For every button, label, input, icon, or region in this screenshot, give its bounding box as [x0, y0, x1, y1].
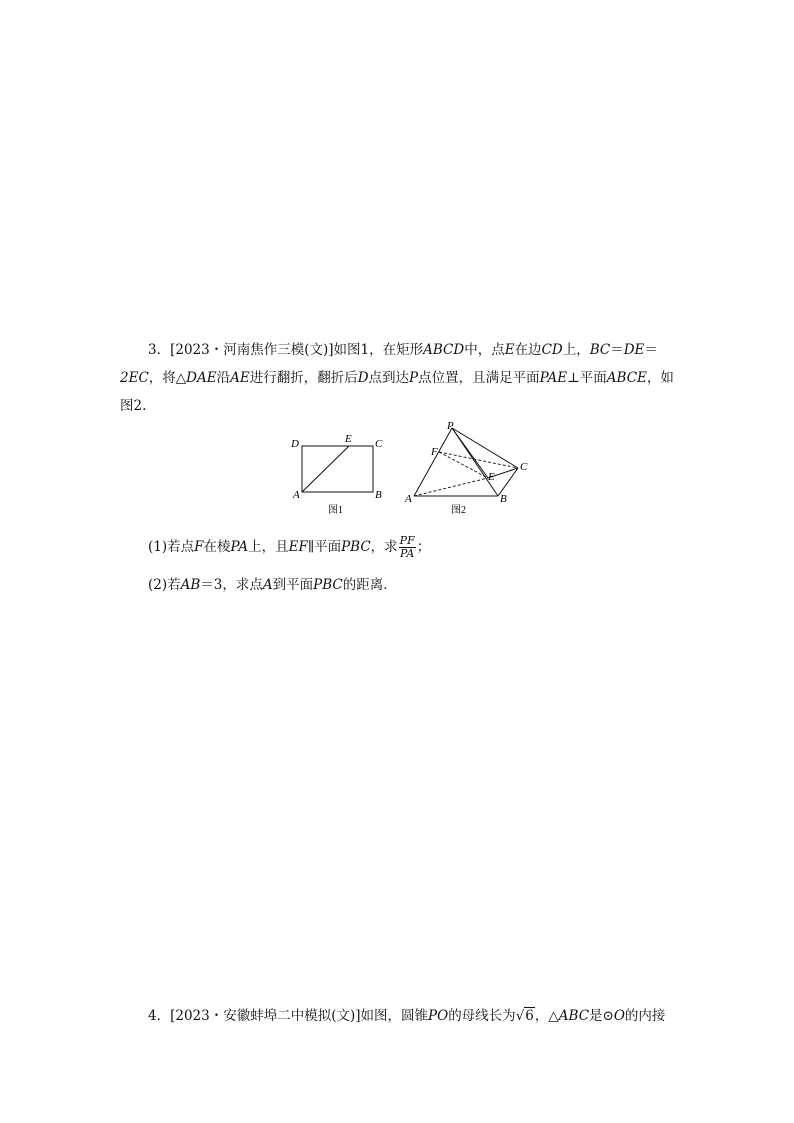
- label-b: B: [375, 489, 382, 501]
- label-e: E: [488, 471, 495, 483]
- label-a: A: [293, 489, 300, 501]
- problem4-line1: [148, 1006, 665, 1026]
- text: (2)若: [148, 577, 181, 593]
- problem3-line3: 图2.: [120, 398, 147, 414]
- var: 2EC: [120, 370, 149, 386]
- var: EF: [288, 539, 308, 555]
- var: AE: [230, 370, 250, 386]
- text: ，求: [370, 539, 398, 555]
- label-d: D: [291, 438, 299, 450]
- fraction-numerator: PF: [399, 534, 415, 547]
- problem3-line2: [120, 368, 674, 388]
- var: AB: [180, 577, 201, 593]
- var: O: [613, 1008, 625, 1024]
- text: ＝3，求点: [200, 577, 263, 593]
- text: 的距离．: [342, 577, 397, 593]
- var: DAE: [186, 370, 217, 386]
- text: 上，且: [248, 539, 289, 555]
- var: PO: [428, 1008, 449, 1024]
- dashed-fe: [439, 452, 488, 478]
- text: ⊥平面: [567, 370, 607, 386]
- text: 如图，圆锥: [360, 1008, 429, 1024]
- var: ABCD: [423, 342, 465, 358]
- radicand: 6: [525, 1008, 534, 1024]
- text: 是⊙: [589, 1008, 614, 1024]
- var: CD: [541, 342, 563, 358]
- problem3-question2: [148, 575, 397, 595]
- text: 的母线长为: [448, 1008, 516, 1024]
- label-c: C: [520, 461, 528, 473]
- var: E: [504, 342, 515, 358]
- problem3-source: [2023・河南焦作三模(文)]: [170, 342, 334, 358]
- text: 在边: [514, 342, 542, 358]
- text: 中，点: [464, 342, 505, 358]
- edge-pa: [414, 428, 452, 496]
- var: F: [194, 539, 204, 555]
- var: P: [409, 370, 419, 386]
- dashed-ae: [414, 478, 488, 496]
- figure2-folded-pyramid-diagram: [400, 420, 540, 520]
- var: A: [262, 577, 273, 593]
- fraction-denominator: PA: [400, 547, 415, 560]
- rectangle-abcd: [302, 446, 373, 492]
- text: ∥平面: [307, 539, 342, 555]
- text: ，△: [534, 1008, 559, 1024]
- figure1-rectangle-diagram: [285, 428, 395, 520]
- var: PAE: [539, 370, 568, 386]
- label-p: P: [447, 420, 454, 432]
- var: PBC: [313, 577, 343, 593]
- problem3-line1: [148, 340, 658, 360]
- fraction-pf-over-pa: [399, 535, 416, 560]
- figure1-caption: 图1: [328, 505, 343, 516]
- var: DE: [623, 342, 645, 358]
- text: 点位置，且满足平面: [418, 370, 540, 386]
- edge-bc: [498, 468, 518, 496]
- var: ABC: [558, 1008, 590, 1024]
- text: 沿: [216, 370, 231, 386]
- text: 进行翻折，翻折后: [249, 370, 358, 386]
- label-b: B: [500, 493, 507, 505]
- label-c: C: [375, 438, 383, 450]
- text: 到平面: [272, 577, 314, 593]
- text: 上，: [562, 342, 590, 358]
- text: ＝: [644, 342, 658, 358]
- problem3-number: 3．: [148, 342, 171, 358]
- var: PBC: [341, 539, 371, 555]
- text: 的内接: [624, 1008, 666, 1024]
- square-root: √6: [515, 1008, 534, 1024]
- segment-ae: [302, 446, 349, 492]
- text: ，将△: [148, 370, 187, 386]
- problem3-question1: [148, 534, 430, 560]
- var: D: [357, 370, 369, 386]
- problem4-source: [2023・安徽蚌埠二中模拟(文)]: [170, 1008, 361, 1024]
- text: ，如: [646, 370, 674, 386]
- figure2-caption: 图2: [451, 505, 466, 516]
- text: 如图1，在矩形: [333, 342, 424, 358]
- label-a: A: [405, 493, 412, 505]
- text: ＝: [610, 342, 624, 358]
- var: BC: [589, 342, 611, 358]
- text: ；: [416, 539, 431, 555]
- edge-pc: [452, 428, 518, 468]
- text: (1)若点: [148, 539, 195, 555]
- edge-pe: [452, 428, 488, 478]
- var: PA: [230, 539, 249, 555]
- var: ABCE: [606, 370, 647, 386]
- label-e: E: [345, 433, 352, 445]
- text: 在棱: [203, 539, 231, 555]
- text: 点到达: [368, 370, 410, 386]
- problem4-number: 4．: [148, 1008, 171, 1024]
- label-f: F: [431, 446, 438, 458]
